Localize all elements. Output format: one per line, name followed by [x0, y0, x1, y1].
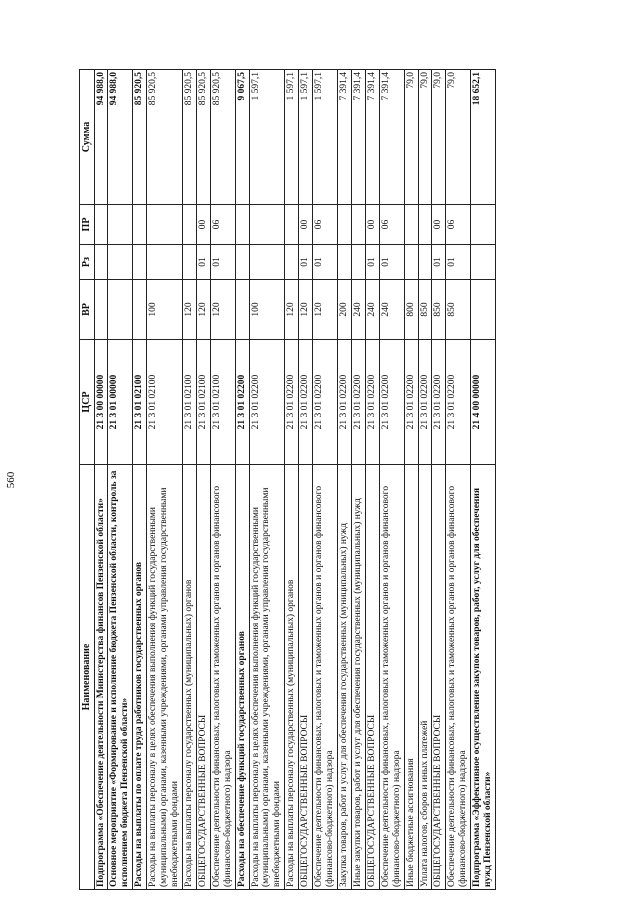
cell-vr: 120 — [196, 280, 210, 340]
cell-name: Обеспечение деятельности финансовых, налоговых и таможенных органов и органов финансового (финансово-бюджетного) надзора — [313, 465, 338, 890]
cell-rz — [182, 245, 196, 280]
cell-sum: 1 597,1 — [285, 70, 299, 205]
cell-name: Расходы на обеспечение функций государственных органов — [235, 465, 249, 890]
cell-sum: 79,0 — [418, 70, 432, 205]
cell-sum: 85 920,5 — [147, 70, 183, 205]
cell-pr — [94, 205, 108, 245]
cell-csr: 21 3 01 02100 — [196, 340, 210, 465]
cell-pr: 00 — [432, 205, 446, 245]
header-row — [80, 70, 95, 890]
cell-sum: 7 391,4 — [351, 70, 365, 205]
cell-vr: 120 — [313, 280, 338, 340]
cell-pr: 00 — [299, 205, 313, 245]
cell-rz: 01 — [379, 245, 404, 280]
cell-vr: 240 — [365, 280, 379, 340]
header-sum: Сумма — [80, 70, 95, 205]
table-row — [338, 70, 352, 890]
cell-rz — [471, 245, 496, 280]
cell-sum: 79,0 — [446, 70, 471, 205]
cell-pr — [338, 205, 352, 245]
cell-vr: 200 — [338, 280, 352, 340]
header-name: Наименование — [80, 465, 95, 890]
cell-sum: 18 652,1 — [471, 70, 496, 205]
cell-name: ОБЩЕГОСУДАРСТВЕННЫЕ ВОПРОСЫ — [432, 465, 446, 890]
cell-rz — [418, 245, 432, 280]
header-csr: ЦСР — [80, 340, 95, 465]
header-vr: ВР — [80, 280, 95, 340]
cell-rz — [235, 245, 249, 280]
cell-vr: 850 — [446, 280, 471, 340]
cell-name: ОБЩЕГОСУДАРСТВЕННЫЕ ВОПРОСЫ — [365, 465, 379, 890]
cell-sum: 85 920,5 — [182, 70, 196, 205]
cell-csr: 21 3 01 02200 — [249, 340, 285, 465]
cell-rz — [108, 245, 133, 280]
cell-pr — [404, 205, 418, 245]
cell-csr: 21 4 00 00000 — [471, 340, 496, 465]
cell-pr — [133, 205, 147, 245]
cell-csr: 21 3 01 02200 — [379, 340, 404, 465]
cell-pr — [235, 205, 249, 245]
cell-pr — [249, 205, 285, 245]
table-row — [94, 70, 108, 890]
cell-rz — [94, 245, 108, 280]
cell-csr: 21 3 01 02200 — [351, 340, 365, 465]
cell-csr: 21 3 01 02200 — [365, 340, 379, 465]
cell-rz — [249, 245, 285, 280]
cell-csr: 21 3 00 00000 — [94, 340, 108, 465]
cell-name: Иные бюджетные ассигнования — [404, 465, 418, 890]
table-row — [235, 70, 249, 890]
table-row — [133, 70, 147, 890]
cell-rz — [133, 245, 147, 280]
cell-pr — [108, 205, 133, 245]
cell-vr — [94, 280, 108, 340]
cell-csr: 21 3 01 02200 — [418, 340, 432, 465]
header-rz: Рз — [80, 245, 95, 280]
cell-csr: 21 3 01 02200 — [446, 340, 471, 465]
cell-sum: 7 391,4 — [338, 70, 352, 205]
cell-name: Закупка товаров, работ и услуг для обеспечения государственных (муниципальных) нужд — [338, 465, 352, 890]
cell-vr: 850 — [418, 280, 432, 340]
cell-sum: 1 597,1 — [299, 70, 313, 205]
cell-vr — [471, 280, 496, 340]
cell-sum: 7 391,4 — [379, 70, 404, 205]
table-body — [94, 70, 496, 890]
table-row — [285, 70, 299, 890]
cell-sum: 9 067,5 — [235, 70, 249, 205]
budget-table — [79, 69, 496, 890]
table-row — [182, 70, 196, 890]
cell-vr: 800 — [404, 280, 418, 340]
cell-vr: 120 — [182, 280, 196, 340]
cell-pr: 06 — [210, 205, 235, 245]
cell-rz: 01 — [210, 245, 235, 280]
cell-name: ОБЩЕГОСУДАРСТВЕННЫЕ ВОПРОСЫ — [299, 465, 313, 890]
table-row — [418, 70, 432, 890]
table-row — [210, 70, 235, 890]
cell-vr: 240 — [351, 280, 365, 340]
cell-csr: 21 3 01 02200 — [432, 340, 446, 465]
cell-sum: 1 597,1 — [313, 70, 338, 205]
cell-csr: 21 3 01 00000 — [108, 340, 133, 465]
cell-sum: 79,0 — [404, 70, 418, 205]
cell-csr: 21 3 01 02200 — [338, 340, 352, 465]
table-row — [471, 70, 496, 890]
cell-vr: 100 — [249, 280, 285, 340]
cell-csr: 21 3 01 02200 — [313, 340, 338, 465]
cell-vr: 120 — [285, 280, 299, 340]
cell-rz: 01 — [299, 245, 313, 280]
cell-name: Расходы на выплаты персоналу государственных (муниципальных) органов — [285, 465, 299, 890]
cell-pr — [182, 205, 196, 245]
cell-rz: 01 — [313, 245, 338, 280]
cell-sum: 7 391,4 — [365, 70, 379, 205]
cell-rz — [404, 245, 418, 280]
cell-name: Расходы на выплаты по оплате труда работников государственных органов — [133, 465, 147, 890]
cell-pr: 00 — [365, 205, 379, 245]
cell-vr — [133, 280, 147, 340]
table-row — [432, 70, 446, 890]
cell-pr — [285, 205, 299, 245]
cell-name: Основное мероприятие «Формирование и исполнение бюджета Пензенской области, контроль за исполнением бюджета Пензенской области» — [108, 465, 133, 890]
cell-pr: 06 — [313, 205, 338, 245]
cell-name: Подпрограмма «Эффективное осуществление закупок товаров, работ, услуг для обеспечения нужд Пензенской области» — [471, 465, 496, 890]
cell-csr: 21 3 01 02100 — [133, 340, 147, 465]
table-row — [446, 70, 471, 890]
cell-pr: 00 — [196, 205, 210, 245]
rotated-page — [5, 70, 565, 890]
cell-rz — [351, 245, 365, 280]
cell-name: Иные закупки товаров, работ и услуг для обеспечения государственных (муниципальных) нужд — [351, 465, 365, 890]
cell-pr — [418, 205, 432, 245]
cell-csr: 21 3 01 02100 — [210, 340, 235, 465]
table-row — [299, 70, 313, 890]
cell-rz: 01 — [432, 245, 446, 280]
cell-rz: 01 — [196, 245, 210, 280]
cell-vr: 850 — [432, 280, 446, 340]
cell-sum: 94 988,0 — [108, 70, 133, 205]
cell-rz — [147, 245, 183, 280]
table-row — [404, 70, 418, 890]
cell-sum: 94 988,0 — [94, 70, 108, 205]
cell-pr — [351, 205, 365, 245]
header-pr: ПР — [80, 205, 95, 245]
cell-name: ОБЩЕГОСУДАРСТВЕННЫЕ ВОПРОСЫ — [196, 465, 210, 890]
cell-name: Обеспечение деятельности финансовых, налоговых и таможенных органов и органов финансового (финансово-бюджетного) надзора — [446, 465, 471, 890]
cell-vr: 120 — [210, 280, 235, 340]
cell-rz — [338, 245, 352, 280]
table-row — [351, 70, 365, 890]
cell-csr: 21 3 01 02200 — [299, 340, 313, 465]
table-row — [147, 70, 183, 890]
cell-sum: 85 920,5 — [210, 70, 235, 205]
cell-name: Расходы на выплаты персоналу в целях обеспечения выполнения функций государственными (муниципальными) органами, казенными учреждениями, органами управления государственными внебюджетными фондами — [147, 465, 183, 890]
cell-sum: 1 597,1 — [249, 70, 285, 205]
page-number: 560 — [5, 471, 17, 489]
cell-rz: 01 — [446, 245, 471, 280]
table-row — [313, 70, 338, 890]
cell-rz — [285, 245, 299, 280]
cell-csr: 21 3 01 02200 — [285, 340, 299, 465]
table-row — [365, 70, 379, 890]
cell-vr — [108, 280, 133, 340]
cell-csr: 21 3 01 02200 — [404, 340, 418, 465]
cell-csr: 21 3 01 02200 — [235, 340, 249, 465]
cell-name: Подпрограмма «Обеспечение деятельности Министерства финансов Пензенской области» — [94, 465, 108, 890]
cell-sum: 85 920,5 — [196, 70, 210, 205]
cell-sum: 79,0 — [432, 70, 446, 205]
cell-pr: 06 — [446, 205, 471, 245]
table-row — [379, 70, 404, 890]
cell-rz: 01 — [365, 245, 379, 280]
cell-vr — [235, 280, 249, 340]
cell-sum: 85 920,5 — [133, 70, 147, 205]
cell-name: Уплата налогов, сборов и иных платежей — [418, 465, 432, 890]
cell-name: Расходы на выплаты персоналу в целях обеспечения выполнения функций государственными (муниципальными) органами, казенными учреждениями, органами управления государственными внебюджетными фондами — [249, 465, 285, 890]
table-row — [196, 70, 210, 890]
cell-name: Расходы на выплаты персоналу государственных (муниципальных) органов — [182, 465, 196, 890]
cell-vr: 120 — [299, 280, 313, 340]
cell-name: Обеспечение деятельности финансовых, налоговых и таможенных органов и органов финансового (финансово-бюджетного) надзора — [379, 465, 404, 890]
table-row — [249, 70, 285, 890]
cell-pr: 06 — [379, 205, 404, 245]
cell-vr: 240 — [379, 280, 404, 340]
cell-pr — [471, 205, 496, 245]
cell-csr: 21 3 01 02100 — [182, 340, 196, 465]
cell-vr: 100 — [147, 280, 183, 340]
table-row — [108, 70, 133, 890]
cell-csr: 21 3 01 02100 — [147, 340, 183, 465]
cell-pr — [147, 205, 183, 245]
cell-name: Обеспечение деятельности финансовых, налоговых и таможенных органов и органов финансового (финансово-бюджетного) надзора — [210, 465, 235, 890]
